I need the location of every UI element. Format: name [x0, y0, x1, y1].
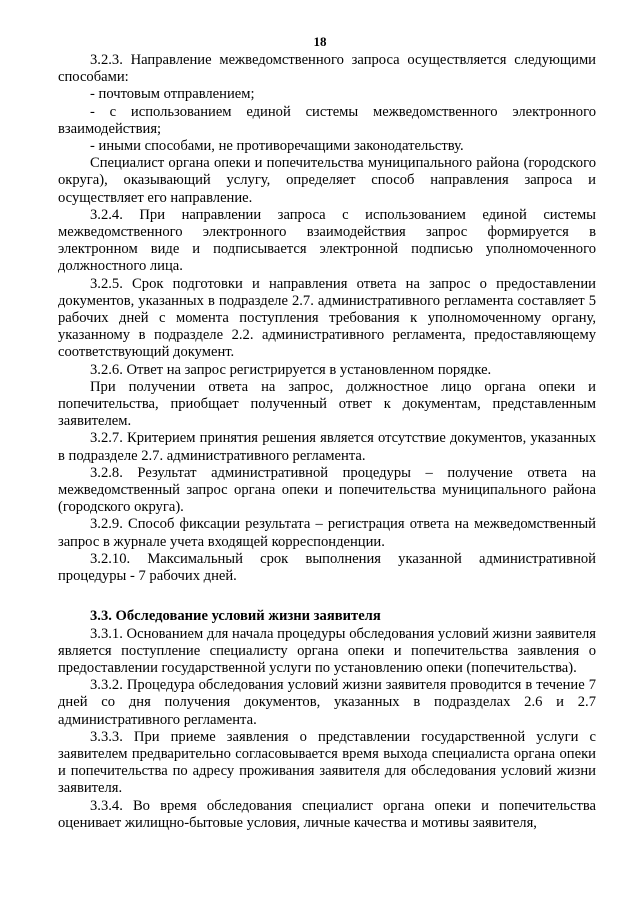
section-heading-3-3: 3.3. Обследование условий жизни заявителя: [90, 608, 381, 625]
list-item-postal: - почтовым отправлением;: [90, 86, 255, 103]
paragraph-3-3-2: 3.3.2. Процедура обследования условий жизни заявителя проводится в течение 7 дней со дня получения документов, указанных в подразделах 2.6 и 2.7 административного регламента.: [58, 677, 596, 728]
document-body: [58, 52, 596, 832]
paragraph-3-2-3: 3.2.3. Направление межведомственного запроса осуществляется следующими способами:: [58, 52, 596, 86]
paragraph-3-2-10: 3.2.10. Максимальный срок выполнения указанной административной процедуры - 7 рабочих дней.: [58, 550, 596, 585]
paragraph-3-2-9: 3.2.9. Способ фиксации результата – регистрация ответа на межведомственный запрос в журнале учета входящей корреспонденции.: [58, 516, 596, 550]
paragraph-3-2-7: 3.2.7. Критерием принятия решения является отсутствие документов, указанных в подразделе 2.7. административного регламента.: [58, 430, 596, 464]
list-item-other-means: - иными способами, не противоречащими законодательству.: [90, 138, 464, 155]
paragraph-3-3-1: 3.3.1. Основанием для начала процедуры обследования условий жизни заявителя является поступление специалисту органа опеки и попечительства заявления о предоставлении государственной услуги по установлению опеки (попечительства).: [58, 625, 596, 676]
paragraph-3-3-3: 3.3.3. При приеме заявления о представлении государственной услуги с заявителем предварительно согласовывается время выхода специалиста органа опеки и попечительства по адресу проживания заявителя для обследования условий жизни заявителя.: [58, 728, 596, 797]
paragraph-3-2-4: 3.2.4. При направлении запроса с использованием единой системы межведомственного электронного взаимодействия запрос формируется в электронном виде и подписывается электронной подписью уполномоченного должностного лица.: [58, 206, 596, 275]
paragraph-3-3-4: 3.3.4. Во время обследования специалист органа опеки и попечительства оценивает жилищно-бытовые условия, личные качества и мотивы заявителя,: [58, 797, 596, 831]
paragraph-response-received: При получении ответа на запрос, должностное лицо органа опеки и попечительства, приобщает полученный ответ к документам, представленным заявителем.: [58, 378, 596, 430]
paragraph-specialist: Специалист органа опеки и попечительства муниципального района (городского округа), оказывающий услугу, определяет способ направления запроса и осуществляет его направление.: [58, 155, 596, 206]
page-number: 18: [313, 34, 327, 49]
paragraph-3-2-6: 3.2.6. Ответ на запрос регистрируется в установленном порядке.: [90, 361, 492, 378]
list-item-electronic-system: - с использованием единой системы межведомственного электронного взаимодействия;: [58, 103, 596, 137]
paragraph-3-2-5: 3.2.5. Срок подготовки и направления ответа на запрос о предоставлении документов, указанных в подразделе 2.7. административного регламента составляет 5 рабочих дней с момента поступления требования к уполномоченному органу, указанному в подразделе 2.2. административного регламента, предоставляющему соответствующий документ.: [58, 275, 596, 361]
paragraph-3-2-8: 3.2.8. Результат административной процедуры – получение ответа на межведомственный запрос органа опеки и попечительства муниципального района (городского округа).: [58, 464, 596, 516]
